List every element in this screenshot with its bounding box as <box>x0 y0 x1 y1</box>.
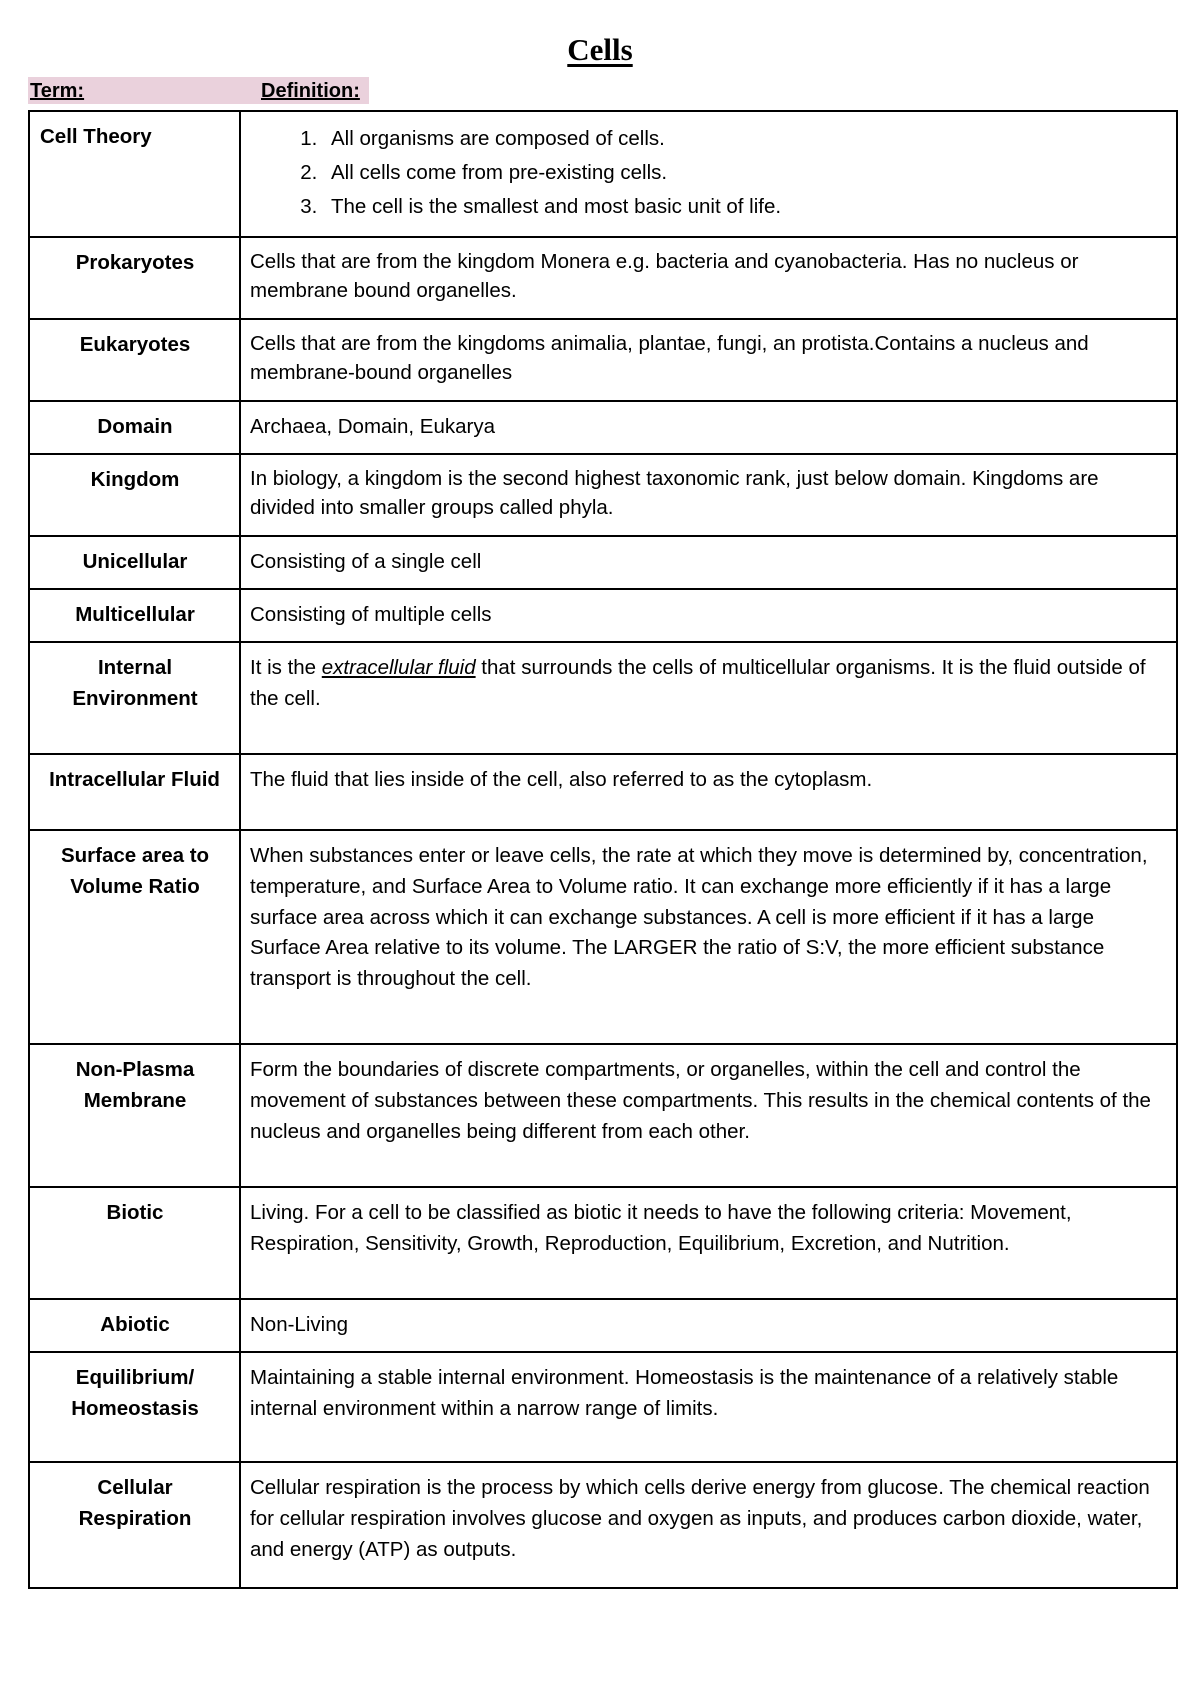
definition-cell <box>240 111 1177 237</box>
definition-cell: Cells that are from the kingdoms animalia, plantae, fungi, an protista.Contains a nucleus and membrane-bound organelles <box>240 319 1177 401</box>
table-row <box>29 1187 1177 1299</box>
table-row <box>29 1044 1177 1187</box>
glossary-table <box>28 110 1178 1589</box>
page-title: Cells <box>567 32 633 67</box>
definition-cell: Cells that are from the kingdom Monera e.g. bacteria and cyanobacteria. Has no nucleus or membrane bound organelles. <box>240 237 1177 319</box>
table-row <box>29 536 1177 589</box>
table-row <box>29 401 1177 454</box>
term-cell: Cellular Respiration <box>29 1462 240 1588</box>
table-row <box>29 319 1177 401</box>
definition-cell: The fluid that lies inside of the cell, also referred to as the cytoplasm. <box>240 754 1177 830</box>
list-item: 1. All organisms are composed of cells. <box>323 122 1168 156</box>
definition-text: It is the <box>250 656 322 679</box>
table-row <box>29 754 1177 830</box>
table-row <box>29 1462 1177 1588</box>
table-row <box>29 589 1177 642</box>
term-cell: Biotic <box>29 1187 240 1299</box>
term-cell: Abiotic <box>29 1299 240 1352</box>
definition-column-label: Definition: <box>261 80 360 102</box>
term-cell: Multicellular <box>29 589 240 642</box>
table-row <box>29 454 1177 536</box>
definition-cell: Consisting of multiple cells <box>240 589 1177 642</box>
definition-cell: In biology, a kingdom is the second highest taxonomic rank, just below domain. Kingdoms are divided into smaller groups called phyla. <box>240 454 1177 536</box>
definition-cell: Cellular respiration is the process by which cells derive energy from glucose. The chemical reaction for cellular respiration involves glucose and oxygen as inputs, and produces carbon dioxide, water, and energy (ATP) as outputs. <box>240 1462 1177 1588</box>
term-cell: Cell Theory <box>29 111 240 237</box>
definition-cell: Maintaining a stable internal environment. Homeostasis is the maintenance of a relatively stable internal environment within a narrow range of limits. <box>240 1352 1177 1462</box>
term-cell: Unicellular <box>29 536 240 589</box>
definition-cell: Living. For a cell to be classified as biotic it needs to have the following criteria: Movement, Respiration, Sensitivity, Growth, Reproduction, Equilibrium, Excretion, and Nutrition. <box>240 1187 1177 1299</box>
term-cell: Surface area to Volume Ratio <box>29 830 240 1044</box>
term-column-label: Term: <box>30 80 85 102</box>
term-cell: Internal Environment <box>29 642 240 754</box>
table-row <box>29 1352 1177 1462</box>
table-row <box>29 237 1177 319</box>
table-row <box>29 830 1177 1044</box>
definition-cell: Form the boundaries of discrete compartments, or organelles, within the cell and control the movement of substances between these compartments. This results in the chemical contents of the nucleus and organelles being different from each other. <box>240 1044 1177 1187</box>
definition-cell: Archaea, Domain, Eukarya <box>240 401 1177 454</box>
extracellular-fluid-emphasis: extracellular fluid <box>321 656 476 679</box>
term-cell: Domain <box>29 401 240 454</box>
table-row <box>29 642 1177 754</box>
definition-cell <box>240 642 1177 754</box>
term-cell: Prokaryotes <box>29 237 240 319</box>
list-item: 3. The cell is the smallest and most basic unit of life. <box>323 190 1168 224</box>
term-cell: Non-Plasma Membrane <box>29 1044 240 1187</box>
list-item: 2. All cells come from pre-existing cells. <box>323 156 1168 190</box>
term-cell: Equilibrium/ Homeostasis <box>29 1352 240 1462</box>
definition-cell: When substances enter or leave cells, the rate at which they move is determined by, concentration, temperature, and Surface Area to Volume ratio. It can exchange more efficiently if it has a large surface area across which it can exchange substances. A cell is more efficient if it has a large Surface Area relative to its volume. The LARGER the ratio of S:V, the more efficient substance transport is throughout the cell. <box>240 830 1177 1044</box>
term-cell: Intracellular Fluid <box>29 754 240 830</box>
term-cell: Kingdom <box>29 454 240 536</box>
term-cell: Eukaryotes <box>29 319 240 401</box>
table-row <box>29 1299 1177 1352</box>
definition-cell: Consisting of a single cell <box>240 536 1177 589</box>
definition-cell: Non-Living <box>240 1299 1177 1352</box>
cell-theory-list <box>250 122 1168 223</box>
table-row-cell-theory <box>29 111 1177 237</box>
definition-text: that surrounds the cells of multicellular organisms. It is the fluid outside of the cell. <box>250 656 1146 710</box>
